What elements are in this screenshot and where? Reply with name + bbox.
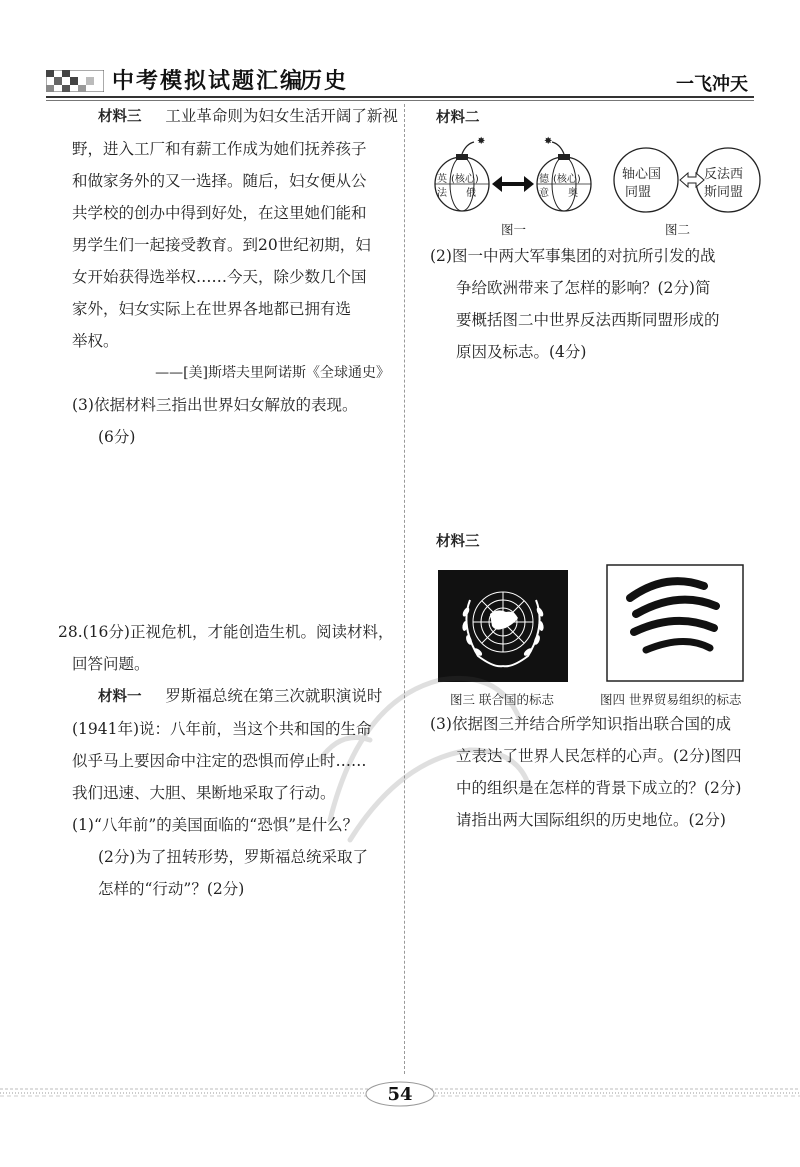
material1-line: 似乎马上要因命中注定的恐惧而停止时……: [72, 752, 367, 770]
allies-circle-label: 反法西: [704, 167, 744, 182]
figure-3-caption: 图三 联合国的标志: [450, 692, 554, 707]
material2-label: 材料二: [436, 110, 480, 126]
axis-circle-label: 轴心国: [622, 167, 662, 182]
question-3-left-line1: (3)依据材料三指出世界妇女解放的表现。: [72, 396, 358, 414]
material1-label: 材料一: [98, 689, 142, 705]
question-2-line: (2)图一中两大军事集团的对抗所引发的战: [430, 247, 716, 265]
figure-4-caption: 图四 世界贸易组织的标志: [600, 692, 742, 707]
watermark-swirl-icon: [300, 640, 550, 880]
left-material3-block: [72, 100, 398, 453]
svg-text:✸: ✸: [544, 136, 553, 147]
bomb-right-label: (核心): [553, 174, 581, 185]
question-3-right-line: 立表达了世界人民怎样的心声。(2分)图四: [456, 747, 742, 765]
question-2-block: [430, 240, 770, 368]
material3-line: 女开始获得选举权……今天，除少数几个国: [72, 268, 367, 286]
question-1-line1: (1)“八年前”的美国面临的“恐惧”是什么？: [72, 816, 359, 834]
material3-line: 男学生们一起接受教育。到20世纪初期，妇: [72, 236, 371, 254]
material3-line: 和做家务外的又一选择。随后，妇女便从公: [72, 172, 367, 190]
material3-line: 共学校的创办中得到好处，在这里她们能和: [72, 204, 367, 222]
material3-line: 举权。: [72, 332, 119, 350]
header-title: 中考模拟试题汇编: [112, 68, 305, 94]
bomb-left-label: (核心): [451, 174, 479, 185]
question-2-line: 原因及标志。(4分): [456, 343, 587, 361]
bomb-right-label: 意: [539, 188, 549, 199]
column-divider: [404, 104, 405, 1074]
hollow-double-arrow-icon: [680, 173, 704, 187]
figure-2-caption: 图二: [665, 222, 691, 237]
question-2-line: 争给欧洲带来了怎样的影响？(2分)简: [456, 279, 711, 297]
material1-line: 罗斯福总统在第三次就职演说时: [165, 687, 383, 705]
question-3-right-line: 中的组织是在怎样的背景下成立的？(2分): [456, 779, 742, 797]
bomb-right-label: 奥: [568, 188, 578, 199]
page-number: 54: [387, 1084, 413, 1105]
question-3-right-line: (3)依据图三并结合所学知识指出联合国的成: [430, 715, 731, 733]
double-arrow-icon: [492, 176, 534, 192]
question-3-right-line: 请指出两大国际组织的历史地位。(2分): [456, 811, 726, 829]
question-1-line3: 怎样的“行动”？(2分): [98, 880, 245, 898]
allies-circle-label: 斯同盟: [704, 185, 744, 200]
axis-circle-label: 同盟: [625, 185, 652, 200]
question-2-line: 要概括图二中世界反法西斯同盟形成的: [456, 311, 720, 329]
material3-label: 材料三: [98, 109, 142, 125]
question-3-left-line2: (6分): [98, 428, 136, 446]
material3-source: ——[美]斯塔夫里阿诺斯《全球通史》: [155, 365, 390, 381]
material3-right-label: 材料三: [436, 534, 480, 550]
bomb-right-label: 德: [539, 174, 549, 185]
material1-line: (1941年)说：八年前，当这个共和国的生命: [72, 720, 372, 738]
material1-line: 我们迅速、大胆、果断地采取了行动。: [72, 784, 336, 802]
header-checker-pattern-icon: [46, 70, 104, 92]
svg-text:✸: ✸: [477, 136, 486, 147]
figure-1-caption: 图一: [501, 222, 527, 237]
material3-line: 野，进入工厂和有薪工作成为她们抚养孩子: [72, 140, 367, 158]
header-subject: 历史: [300, 68, 349, 94]
header-rule: [46, 96, 754, 98]
material3-line: 工业革命则为妇女生活开阔了新视: [165, 107, 398, 125]
header-brand: 一飞冲天: [676, 74, 748, 95]
bomb-left-label: 俄: [466, 188, 476, 199]
question-28-line2: 回答问题。: [72, 655, 150, 673]
question-1-line2: (2分)为了扭转形势，罗斯福总统采取了: [98, 848, 368, 866]
bomb-left-label: 英: [437, 174, 447, 185]
question-28-line1: 28.(16分)正视危机，才能创造生机。阅读材料，: [58, 623, 394, 641]
material3-line: 家外，妇女实际上在世界各地都已拥有选: [72, 300, 352, 318]
wto-logo-icon: [606, 564, 744, 682]
bomb-left-label: 法: [437, 188, 447, 199]
